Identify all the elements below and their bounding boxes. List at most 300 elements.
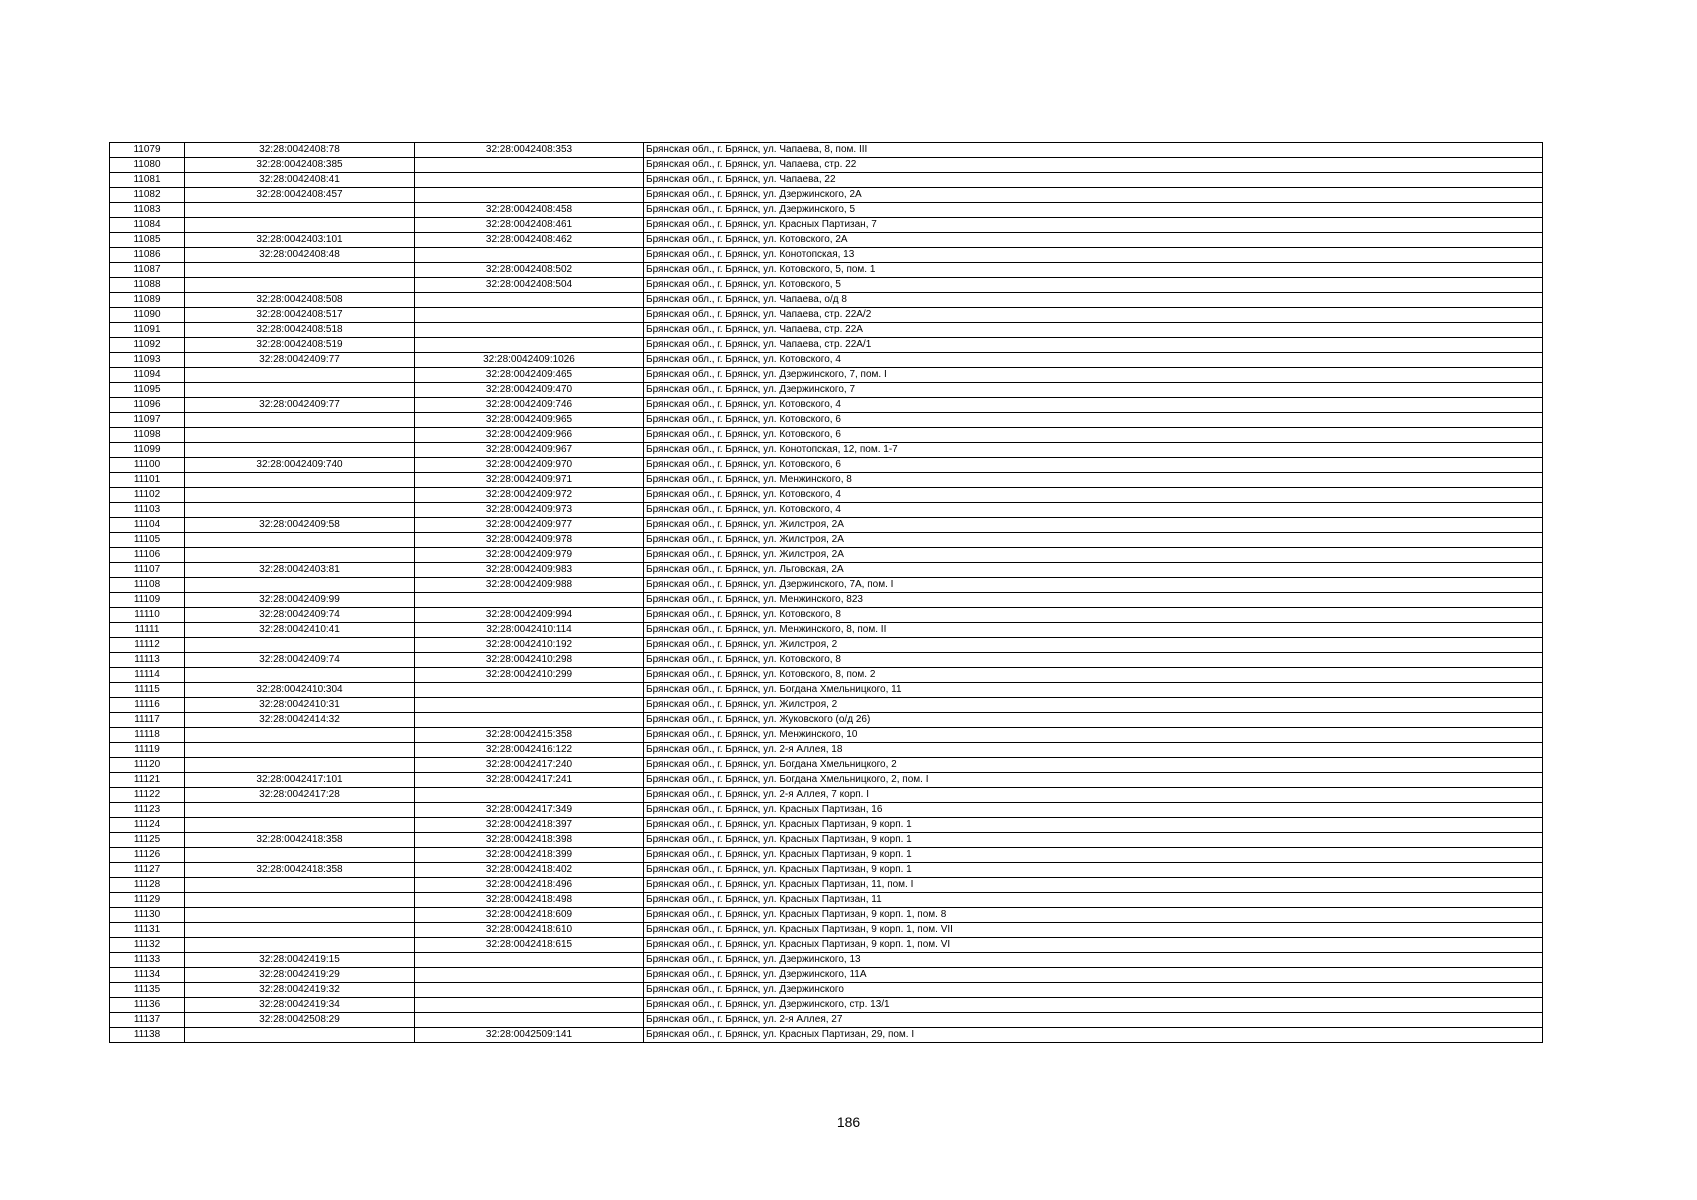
row-number-cell: 11079 <box>110 143 185 158</box>
table-row <box>110 323 1543 338</box>
address-cell: Брянская обл., г. Брянск, ул. Менжинского, 10 <box>644 728 1543 743</box>
table-row <box>110 773 1543 788</box>
table-row <box>110 368 1543 383</box>
table-row <box>110 803 1543 818</box>
row-number-cell: 11083 <box>110 203 185 218</box>
table-row <box>110 563 1543 578</box>
object-cadastral-number-cell: 32:28:0042509:141 <box>415 1028 644 1043</box>
cadastral-number-cell: 32:28:0042403:81 <box>185 563 415 578</box>
registry-table <box>109 142 1543 1043</box>
cadastral-number-cell <box>185 473 415 488</box>
cadastral-number-cell: 32:28:0042409:77 <box>185 353 415 368</box>
row-number-cell: 11099 <box>110 443 185 458</box>
row-number-cell: 11098 <box>110 428 185 443</box>
object-cadastral-number-cell: 32:28:0042409:465 <box>415 368 644 383</box>
address-cell: Брянская обл., г. Брянск, ул. Чапаева, стр. 22 <box>644 158 1543 173</box>
object-cadastral-number-cell: 32:28:0042418:397 <box>415 818 644 833</box>
object-cadastral-number-cell: 32:28:0042409:973 <box>415 503 644 518</box>
address-cell: Брянская обл., г. Брянск, ул. Котовского, 5, пом. 1 <box>644 263 1543 278</box>
address-cell: Брянская обл., г. Брянск, ул. Жилстроя, 2А <box>644 548 1543 563</box>
cadastral-number-cell: 32:28:0042410:41 <box>185 623 415 638</box>
object-cadastral-number-cell: 32:28:0042410:114 <box>415 623 644 638</box>
cadastral-number-cell <box>185 533 415 548</box>
row-number-cell: 11122 <box>110 788 185 803</box>
object-cadastral-number-cell <box>415 698 644 713</box>
address-cell: Брянская обл., г. Брянск, ул. Котовского, 6 <box>644 413 1543 428</box>
row-number-cell: 11137 <box>110 1013 185 1028</box>
address-cell: Брянская обл., г. Брянск, ул. 2-я Аллея, 18 <box>644 743 1543 758</box>
table-row <box>110 983 1543 998</box>
cadastral-number-cell: 32:28:0042409:740 <box>185 458 415 473</box>
table-row <box>110 533 1543 548</box>
row-number-cell: 11135 <box>110 983 185 998</box>
table-row <box>110 443 1543 458</box>
object-cadastral-number-cell: 32:28:0042409:983 <box>415 563 644 578</box>
address-cell: Брянская обл., г. Брянск, ул. Красных Партизан, 11, пом. I <box>644 878 1543 893</box>
cadastral-number-cell: 32:28:0042410:31 <box>185 698 415 713</box>
address-cell: Брянская обл., г. Брянск, ул. Конотопская, 12, пом. 1-7 <box>644 443 1543 458</box>
cadastral-number-cell <box>185 278 415 293</box>
cadastral-number-cell: 32:28:0042419:32 <box>185 983 415 998</box>
address-cell: Брянская обл., г. Брянск, ул. Жилстроя, 2 <box>644 698 1543 713</box>
table-row <box>110 188 1543 203</box>
row-number-cell: 11087 <box>110 263 185 278</box>
object-cadastral-number-cell: 32:28:0042409:971 <box>415 473 644 488</box>
address-cell: Брянская обл., г. Брянск, ул. Красных Партизан, 9 корп. 1 <box>644 848 1543 863</box>
table-row <box>110 938 1543 953</box>
row-number-cell: 11121 <box>110 773 185 788</box>
table-row <box>110 818 1543 833</box>
table-row <box>110 623 1543 638</box>
address-cell: Брянская обл., г. Брянск, ул. Красных Партизан, 9 корп. 1 <box>644 818 1543 833</box>
address-cell: Брянская обл., г. Брянск, ул. Котовского, 8 <box>644 653 1543 668</box>
cadastral-number-cell <box>185 578 415 593</box>
cadastral-number-cell <box>185 908 415 923</box>
object-cadastral-number-cell <box>415 308 644 323</box>
row-number-cell: 11132 <box>110 938 185 953</box>
table-row <box>110 308 1543 323</box>
row-number-cell: 11126 <box>110 848 185 863</box>
object-cadastral-number-cell: 32:28:0042409:470 <box>415 383 644 398</box>
table-row <box>110 278 1543 293</box>
address-cell: Брянская обл., г. Брянск, ул. Богдана Хмельницкого, 11 <box>644 683 1543 698</box>
row-number-cell: 11089 <box>110 293 185 308</box>
table-row <box>110 503 1543 518</box>
table-row <box>110 788 1543 803</box>
cadastral-number-cell: 32:28:0042403:101 <box>185 233 415 248</box>
cadastral-number-cell: 32:28:0042408:519 <box>185 338 415 353</box>
address-cell: Брянская обл., г. Брянск, ул. Котовского, 6 <box>644 428 1543 443</box>
cadastral-number-cell <box>185 938 415 953</box>
row-number-cell: 11123 <box>110 803 185 818</box>
table-row <box>110 1028 1543 1043</box>
cadastral-number-cell: 32:28:0042419:29 <box>185 968 415 983</box>
object-cadastral-number-cell <box>415 593 644 608</box>
object-cadastral-number-cell <box>415 323 644 338</box>
address-cell: Брянская обл., г. Брянск, ул. Красных Партизан, 9 корп. 1 <box>644 833 1543 848</box>
table-row <box>110 713 1543 728</box>
address-cell: Брянская обл., г. Брянск, ул. Котовского, 5 <box>644 278 1543 293</box>
address-cell: Брянская обл., г. Брянск, ул. Красных Партизан, 29, пом. I <box>644 1028 1543 1043</box>
cadastral-number-cell <box>185 368 415 383</box>
row-number-cell: 11129 <box>110 893 185 908</box>
cadastral-number-cell <box>185 638 415 653</box>
row-number-cell: 11106 <box>110 548 185 563</box>
row-number-cell: 11082 <box>110 188 185 203</box>
row-number-cell: 11109 <box>110 593 185 608</box>
address-cell: Брянская обл., г. Брянск, ул. Менжинского, 8 <box>644 473 1543 488</box>
table-row <box>110 1013 1543 1028</box>
address-cell: Брянская обл., г. Брянск, ул. 2-я Аллея, 27 <box>644 1013 1543 1028</box>
address-cell: Брянская обл., г. Брянск, ул. Дзержинского, 2А <box>644 188 1543 203</box>
row-number-cell: 11094 <box>110 368 185 383</box>
object-cadastral-number-cell: 32:28:0042408:504 <box>415 278 644 293</box>
cadastral-number-cell: 32:28:0042409:74 <box>185 653 415 668</box>
object-cadastral-number-cell <box>415 158 644 173</box>
row-number-cell: 11124 <box>110 818 185 833</box>
row-number-cell: 11127 <box>110 863 185 878</box>
cadastral-number-cell: 32:28:0042408:48 <box>185 248 415 263</box>
row-number-cell: 11100 <box>110 458 185 473</box>
row-number-cell: 11113 <box>110 653 185 668</box>
object-cadastral-number-cell: 32:28:0042409:967 <box>415 443 644 458</box>
object-cadastral-number-cell <box>415 788 644 803</box>
object-cadastral-number-cell: 32:28:0042418:399 <box>415 848 644 863</box>
object-cadastral-number-cell <box>415 983 644 998</box>
object-cadastral-number-cell: 32:28:0042418:402 <box>415 863 644 878</box>
row-number-cell: 11115 <box>110 683 185 698</box>
table-row <box>110 878 1543 893</box>
table-row <box>110 158 1543 173</box>
cadastral-number-cell: 32:28:0042408:517 <box>185 308 415 323</box>
row-number-cell: 11116 <box>110 698 185 713</box>
table-row <box>110 338 1543 353</box>
page-number: 186 <box>836 1114 861 1130</box>
row-number-cell: 11102 <box>110 488 185 503</box>
cadastral-number-cell <box>185 818 415 833</box>
object-cadastral-number-cell: 32:28:0042417:349 <box>415 803 644 818</box>
row-number-cell: 11091 <box>110 323 185 338</box>
table-row <box>110 728 1543 743</box>
address-cell: Брянская обл., г. Брянск, ул. Дзержинского, 7А, пом. I <box>644 578 1543 593</box>
row-number-cell: 11093 <box>110 353 185 368</box>
table-row <box>110 263 1543 278</box>
cadastral-number-cell <box>185 668 415 683</box>
table-row <box>110 518 1543 533</box>
cadastral-number-cell: 32:28:0042410:304 <box>185 683 415 698</box>
object-cadastral-number-cell: 32:28:0042418:610 <box>415 923 644 938</box>
table-row <box>110 998 1543 1013</box>
address-cell: Брянская обл., г. Брянск, ул. Льговская, 2А <box>644 563 1543 578</box>
object-cadastral-number-cell: 32:28:0042408:458 <box>415 203 644 218</box>
cadastral-number-cell <box>185 728 415 743</box>
object-cadastral-number-cell: 32:28:0042415:358 <box>415 728 644 743</box>
cadastral-number-cell: 32:28:0042418:358 <box>185 863 415 878</box>
object-cadastral-number-cell: 32:28:0042409:994 <box>415 608 644 623</box>
object-cadastral-number-cell <box>415 968 644 983</box>
object-cadastral-number-cell <box>415 1013 644 1028</box>
row-number-cell: 11103 <box>110 503 185 518</box>
address-cell: Брянская обл., г. Брянск, ул. Котовского, 2А <box>644 233 1543 248</box>
cadastral-number-cell: 32:28:0042508:29 <box>185 1013 415 1028</box>
object-cadastral-number-cell: 32:28:0042408:353 <box>415 143 644 158</box>
cadastral-number-cell <box>185 488 415 503</box>
object-cadastral-number-cell <box>415 713 644 728</box>
table-row <box>110 683 1543 698</box>
cadastral-number-cell: 32:28:0042419:15 <box>185 953 415 968</box>
cadastral-number-cell <box>185 383 415 398</box>
object-cadastral-number-cell: 32:28:0042418:609 <box>415 908 644 923</box>
cadastral-number-cell: 32:28:0042414:32 <box>185 713 415 728</box>
address-cell: Брянская обл., г. Брянск, ул. Дзержинского, стр. 13/1 <box>644 998 1543 1013</box>
address-cell: Брянская обл., г. Брянск, ул. Конотопская, 13 <box>644 248 1543 263</box>
address-cell: Брянская обл., г. Брянск, ул. Красных Партизан, 11 <box>644 893 1543 908</box>
cadastral-number-cell <box>185 413 415 428</box>
row-number-cell: 11081 <box>110 173 185 188</box>
address-cell: Брянская обл., г. Брянск, ул. Котовского, 4 <box>644 488 1543 503</box>
table-row <box>110 758 1543 773</box>
object-cadastral-number-cell: 32:28:0042418:615 <box>415 938 644 953</box>
cadastral-number-cell: 32:28:0042409:74 <box>185 608 415 623</box>
object-cadastral-number-cell: 32:28:0042416:122 <box>415 743 644 758</box>
object-cadastral-number-cell: 32:28:0042410:299 <box>415 668 644 683</box>
cadastral-number-cell: 32:28:0042408:518 <box>185 323 415 338</box>
cadastral-number-cell: 32:28:0042408:457 <box>185 188 415 203</box>
row-number-cell: 11108 <box>110 578 185 593</box>
table-row <box>110 173 1543 188</box>
object-cadastral-number-cell: 32:28:0042409:1026 <box>415 353 644 368</box>
address-cell: Брянская обл., г. Брянск, ул. Красных Партизан, 9 корп. 1, пом. 8 <box>644 908 1543 923</box>
cadastral-number-cell <box>185 893 415 908</box>
row-number-cell: 11110 <box>110 608 185 623</box>
row-number-cell: 11130 <box>110 908 185 923</box>
table-row <box>110 908 1543 923</box>
address-cell: Брянская обл., г. Брянск, ул. Чапаева, о/д 8 <box>644 293 1543 308</box>
cadastral-number-cell: 32:28:0042418:358 <box>185 833 415 848</box>
table-row <box>110 863 1543 878</box>
cadastral-number-cell: 32:28:0042408:385 <box>185 158 415 173</box>
address-cell: Брянская обл., г. Брянск, ул. Жуковского (о/д 26) <box>644 713 1543 728</box>
table-row <box>110 233 1543 248</box>
address-cell: Брянская обл., г. Брянск, ул. Котовского, 4 <box>644 398 1543 413</box>
row-number-cell: 11136 <box>110 998 185 1013</box>
address-cell: Брянская обл., г. Брянск, ул. Дзержинского, 7, пом. I <box>644 368 1543 383</box>
table-body <box>110 143 1543 1043</box>
object-cadastral-number-cell <box>415 683 644 698</box>
row-number-cell: 11119 <box>110 743 185 758</box>
address-cell: Брянская обл., г. Брянск, ул. Богдана Хмельницкого, 2 <box>644 758 1543 773</box>
address-cell: Брянская обл., г. Брянск, ул. Менжинского, 823 <box>644 593 1543 608</box>
table-row <box>110 608 1543 623</box>
object-cadastral-number-cell: 32:28:0042409:746 <box>415 398 644 413</box>
table-row <box>110 143 1543 158</box>
row-number-cell: 11084 <box>110 218 185 233</box>
row-number-cell: 11086 <box>110 248 185 263</box>
object-cadastral-number-cell: 32:28:0042410:192 <box>415 638 644 653</box>
table-row <box>110 428 1543 443</box>
row-number-cell: 11088 <box>110 278 185 293</box>
row-number-cell: 11120 <box>110 758 185 773</box>
object-cadastral-number-cell: 32:28:0042409:966 <box>415 428 644 443</box>
cadastral-number-cell <box>185 848 415 863</box>
table-row <box>110 968 1543 983</box>
cadastral-number-cell <box>185 203 415 218</box>
cadastral-number-cell <box>185 548 415 563</box>
table-row <box>110 653 1543 668</box>
address-cell: Брянская обл., г. Брянск, ул. Чапаева, стр. 22А <box>644 323 1543 338</box>
address-cell: Брянская обл., г. Брянск, ул. Дзержинского, 5 <box>644 203 1543 218</box>
table-row <box>110 473 1543 488</box>
table-row <box>110 353 1543 368</box>
row-number-cell: 11125 <box>110 833 185 848</box>
row-number-cell: 11095 <box>110 383 185 398</box>
row-number-cell: 11080 <box>110 158 185 173</box>
table-row <box>110 578 1543 593</box>
cadastral-number-cell: 32:28:0042409:77 <box>185 398 415 413</box>
cadastral-number-cell: 32:28:0042419:34 <box>185 998 415 1013</box>
object-cadastral-number-cell: 32:28:0042418:496 <box>415 878 644 893</box>
row-number-cell: 11092 <box>110 338 185 353</box>
address-cell: Брянская обл., г. Брянск, ул. 2-я Аллея, 7 корп. I <box>644 788 1543 803</box>
row-number-cell: 11131 <box>110 923 185 938</box>
address-cell: Брянская обл., г. Брянск, ул. Котовского, 6 <box>644 458 1543 473</box>
cadastral-number-cell <box>185 878 415 893</box>
row-number-cell: 11117 <box>110 713 185 728</box>
object-cadastral-number-cell: 32:28:0042409:979 <box>415 548 644 563</box>
cadastral-number-cell: 32:28:0042408:508 <box>185 293 415 308</box>
address-cell: Брянская обл., г. Брянск, ул. Чапаева, 22 <box>644 173 1543 188</box>
cadastral-number-cell <box>185 923 415 938</box>
row-number-cell: 11105 <box>110 533 185 548</box>
table-row <box>110 638 1543 653</box>
row-number-cell: 11114 <box>110 668 185 683</box>
row-number-cell: 11085 <box>110 233 185 248</box>
table-row <box>110 953 1543 968</box>
cadastral-number-cell <box>185 758 415 773</box>
cadastral-number-cell <box>185 443 415 458</box>
table-row <box>110 458 1543 473</box>
address-cell: Брянская обл., г. Брянск, ул. Красных Партизан, 16 <box>644 803 1543 818</box>
row-number-cell: 11104 <box>110 518 185 533</box>
object-cadastral-number-cell: 32:28:0042409:988 <box>415 578 644 593</box>
cadastral-number-cell: 32:28:0042417:28 <box>185 788 415 803</box>
address-cell: Брянская обл., г. Брянск, ул. Богдана Хмельницкого, 2, пом. I <box>644 773 1543 788</box>
cadastral-number-cell: 32:28:0042409:58 <box>185 518 415 533</box>
row-number-cell: 11097 <box>110 413 185 428</box>
row-number-cell: 11090 <box>110 308 185 323</box>
cadastral-number-cell <box>185 218 415 233</box>
table-row <box>110 923 1543 938</box>
address-cell: Брянская обл., г. Брянск, ул. Котовского, 8, пом. 2 <box>644 668 1543 683</box>
cadastral-number-cell <box>185 263 415 278</box>
address-cell: Брянская обл., г. Брянск, ул. Чапаева, стр. 22А/2 <box>644 308 1543 323</box>
object-cadastral-number-cell <box>415 188 644 203</box>
object-cadastral-number-cell: 32:28:0042409:977 <box>415 518 644 533</box>
address-cell: Брянская обл., г. Брянск, ул. Дзержинского, 13 <box>644 953 1543 968</box>
object-cadastral-number-cell <box>415 338 644 353</box>
table-row <box>110 848 1543 863</box>
cadastral-number-cell <box>185 803 415 818</box>
object-cadastral-number-cell: 32:28:0042418:498 <box>415 893 644 908</box>
address-cell: Брянская обл., г. Брянск, ул. Чапаева, 8, пом. III <box>644 143 1543 158</box>
object-cadastral-number-cell: 32:28:0042418:398 <box>415 833 644 848</box>
table-row <box>110 833 1543 848</box>
cadastral-number-cell: 32:28:0042408:41 <box>185 173 415 188</box>
object-cadastral-number-cell <box>415 293 644 308</box>
cadastral-number-cell <box>185 743 415 758</box>
row-number-cell: 11134 <box>110 968 185 983</box>
table-row <box>110 593 1543 608</box>
object-cadastral-number-cell: 32:28:0042409:965 <box>415 413 644 428</box>
table-row <box>110 383 1543 398</box>
address-cell: Брянская обл., г. Брянск, ул. Жилстроя, 2А <box>644 533 1543 548</box>
cadastral-number-cell: 32:28:0042408:78 <box>185 143 415 158</box>
row-number-cell: 11138 <box>110 1028 185 1043</box>
object-cadastral-number-cell <box>415 953 644 968</box>
table-row <box>110 203 1543 218</box>
address-cell: Брянская обл., г. Брянск, ул. Чапаева, стр. 22А/1 <box>644 338 1543 353</box>
row-number-cell: 11118 <box>110 728 185 743</box>
table-row <box>110 248 1543 263</box>
address-cell: Брянская обл., г. Брянск, ул. Жилстроя, 2 <box>644 638 1543 653</box>
table-row <box>110 293 1543 308</box>
address-cell: Брянская обл., г. Брянск, ул. Менжинского, 8, пом. II <box>644 623 1543 638</box>
address-cell: Брянская обл., г. Брянск, ул. Котовского, 4 <box>644 503 1543 518</box>
address-cell: Брянская обл., г. Брянск, ул. Красных Партизан, 9 корп. 1, пом. VII <box>644 923 1543 938</box>
address-cell: Брянская обл., г. Брянск, ул. Дзержинского, 7 <box>644 383 1543 398</box>
cadastral-number-cell: 32:28:0042409:99 <box>185 593 415 608</box>
row-number-cell: 11107 <box>110 563 185 578</box>
table-row <box>110 893 1543 908</box>
object-cadastral-number-cell <box>415 173 644 188</box>
table-row <box>110 413 1543 428</box>
row-number-cell: 11128 <box>110 878 185 893</box>
table-row <box>110 398 1543 413</box>
object-cadastral-number-cell: 32:28:0042409:970 <box>415 458 644 473</box>
object-cadastral-number-cell <box>415 998 644 1013</box>
table-row <box>110 548 1543 563</box>
row-number-cell: 11133 <box>110 953 185 968</box>
address-cell: Брянская обл., г. Брянск, ул. Дзержинского <box>644 983 1543 998</box>
table-row <box>110 218 1543 233</box>
object-cadastral-number-cell <box>415 248 644 263</box>
object-cadastral-number-cell: 32:28:0042408:462 <box>415 233 644 248</box>
row-number-cell: 11112 <box>110 638 185 653</box>
address-cell: Брянская обл., г. Брянск, ул. Котовского, 8 <box>644 608 1543 623</box>
row-number-cell: 11096 <box>110 398 185 413</box>
object-cadastral-number-cell: 32:28:0042408:502 <box>415 263 644 278</box>
cadastral-number-cell <box>185 1028 415 1043</box>
table-row <box>110 698 1543 713</box>
address-cell: Брянская обл., г. Брянск, ул. Жилстроя, 2А <box>644 518 1543 533</box>
table-row <box>110 668 1543 683</box>
object-cadastral-number-cell: 32:28:0042410:298 <box>415 653 644 668</box>
cadastral-number-cell <box>185 428 415 443</box>
object-cadastral-number-cell: 32:28:0042417:240 <box>415 758 644 773</box>
table-row <box>110 488 1543 503</box>
cadastral-number-cell <box>185 503 415 518</box>
address-cell: Брянская обл., г. Брянск, ул. Котовского, 4 <box>644 353 1543 368</box>
address-cell: Брянская обл., г. Брянск, ул. Красных Партизан, 7 <box>644 218 1543 233</box>
address-cell: Брянская обл., г. Брянск, ул. Дзержинского, 11А <box>644 968 1543 983</box>
object-cadastral-number-cell: 32:28:0042409:978 <box>415 533 644 548</box>
object-cadastral-number-cell: 32:28:0042408:461 <box>415 218 644 233</box>
table-row <box>110 743 1543 758</box>
address-cell: Брянская обл., г. Брянск, ул. Красных Партизан, 9 корп. 1, пом. VI <box>644 938 1543 953</box>
object-cadastral-number-cell: 32:28:0042409:972 <box>415 488 644 503</box>
row-number-cell: 11101 <box>110 473 185 488</box>
row-number-cell: 11111 <box>110 623 185 638</box>
